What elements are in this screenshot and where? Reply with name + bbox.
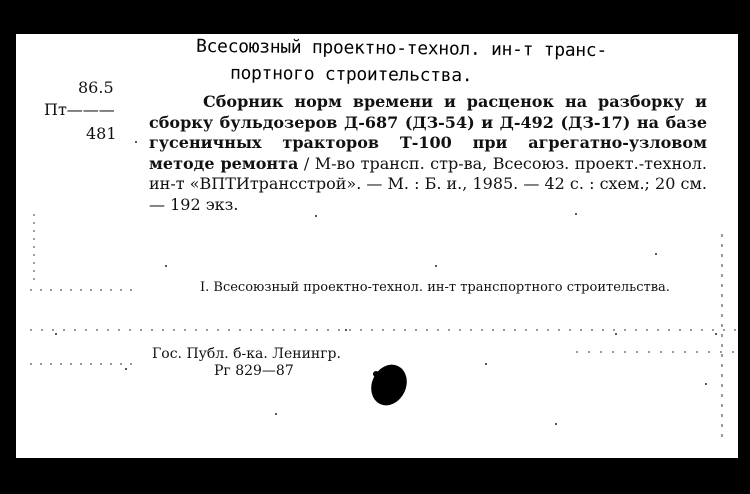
library-stamp [152, 346, 341, 380]
shelfmark-top: 86.5 [78, 78, 114, 97]
handwritten-heading-line-2: портного строительства. [229, 62, 473, 87]
ink-blot [365, 359, 414, 411]
shelfmark-bottom: 481 [86, 124, 117, 143]
bibliographic-entry [149, 92, 707, 215]
tracing-text: I. Всесоюзный проектно-технол. ин-т транспортного строительства. [200, 280, 670, 295]
tracing-entry [152, 277, 708, 299]
library-name: Гос. Публ. б-ка. Ленингр. [152, 346, 341, 362]
library-number: Рг 829—87 [214, 363, 294, 379]
entry-title: Сборник норм времени и расценок на разборку и сборку бульдозеров Д-687 (ДЗ-54) и Д-492 (ДЗ-17) на базе гусеничных тракторов Т-100 при агрегатно-узловом методе ремонта [149, 92, 707, 173]
shelfmark-middle: Пт——— [44, 100, 115, 119]
entry-details: / М-во трансп. стр-ва, Всесоюз. проект.-технол. ин-т «ВПТИтрансстрой». — М. : Б. и., 1985. — 42 с. : схем.; 20 см. — 192 экз. [149, 153, 707, 214]
handwritten-heading-line-1: Всесоюзный проектно-технол. ин-т транс- [195, 35, 608, 62]
catalog-card [16, 34, 738, 458]
